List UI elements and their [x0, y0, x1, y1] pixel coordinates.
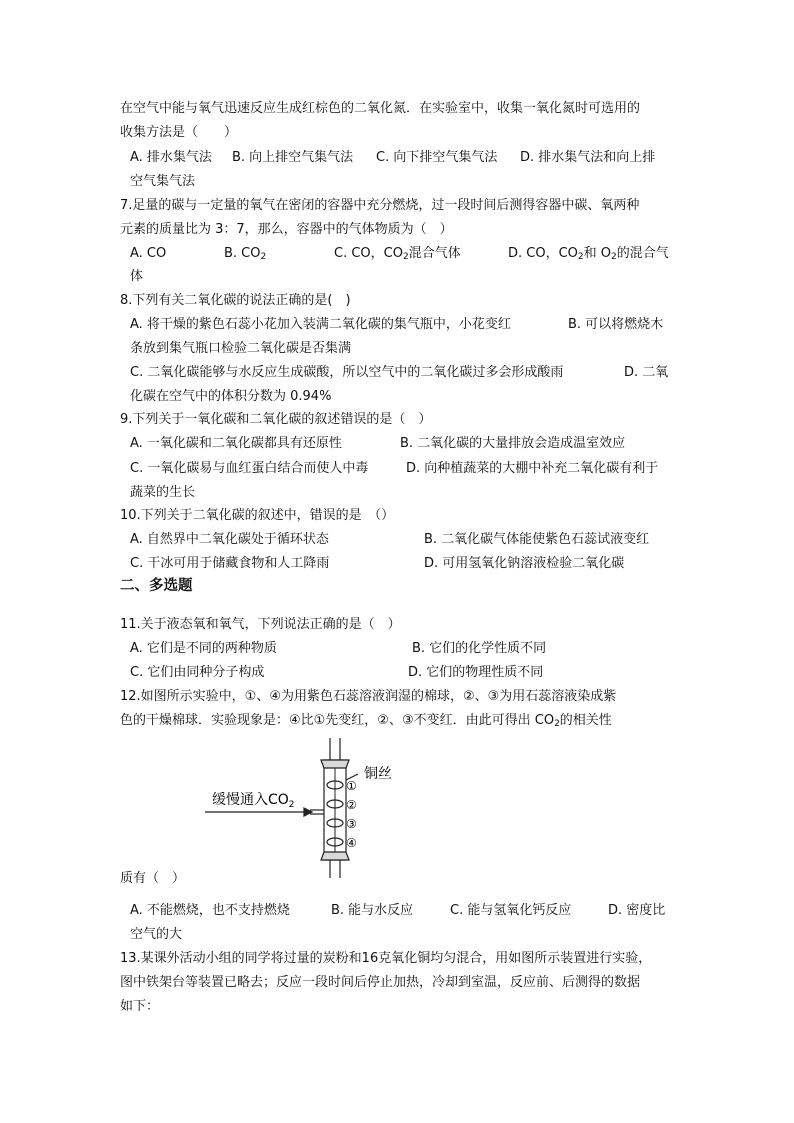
q8-option-b[interactable]: B. 可以将燃烧木 [568, 317, 664, 332]
q12-option-d[interactable]: D. 密度比 [608, 903, 666, 918]
q12-option-c[interactable]: C. 能与氢氧化钙反应 [450, 903, 572, 918]
q7-option-a[interactable]: A. CO [130, 246, 167, 261]
ball-label-1: ① [346, 779, 357, 793]
q12-option-b[interactable]: B. 能与水反应 [331, 903, 414, 918]
q6-stem-line2: 收集方法是（ ） [120, 125, 238, 140]
ball-label-3: ③ [346, 817, 357, 831]
q13-stem-line1: 13.某课外活动小组的同学将过量的炭粉和16克氧化铜均匀混合，用如图所示装置进行实验， [120, 951, 652, 966]
q9-option-d[interactable]: D. 向种植蔬菜的大棚中补充二氧化碳有利于 [406, 461, 659, 476]
q12-stem-line3: 质有（ ） [120, 871, 186, 886]
q11-stem: 11.关于液态氧和氧气，下列说法正确的是（ ） [120, 617, 401, 632]
q9-option-a[interactable]: A. 一氧化碳和二氧化碳都具有还原性 [130, 436, 342, 451]
q10-option-a[interactable]: A. 自然界中二氧化碳处于循环状态 [130, 532, 329, 547]
q8-option-b-cont: 条放到集气瓶口检验二氧化碳是否集满 [130, 341, 352, 356]
q10-option-d[interactable]: D. 可用氢氧化钠溶液检验二氧化碳 [424, 556, 625, 571]
q8-option-d-cont: 化碳在空气中的体积分数为 0.94% [130, 389, 332, 404]
q7-stem-line2: 元素的质量比为 3：7，那么，容器中的气体物质为（ ） [120, 222, 453, 237]
q12-option-d-cont: 空气的大 [130, 927, 183, 942]
copper-wire-label: 铜丝 [364, 766, 392, 782]
inlet-label: 缓慢通入$CO_2$ [212, 792, 295, 810]
q11-option-d[interactable]: D. 它们的物理性质不同 [408, 665, 544, 680]
q12-stem-line2: 色的干燥棉球．实验现象是：④比①先变红，②、③不变红．由此可得出 $CO_2$的相关性 [120, 713, 612, 729]
q6-option-b[interactable]: B. 向上排空气集气法 [232, 150, 354, 165]
q10-option-c[interactable]: C. 干冰可用于储藏食物和人工降雨 [130, 556, 330, 571]
q11-option-b[interactable]: B. 它们的化学性质不同 [412, 641, 547, 656]
q8-stem: 8.下列有关二氧化碳的说法正确的是( ) [120, 293, 351, 308]
q6-option-c[interactable]: C. 向下排空气集气法 [376, 150, 498, 165]
q6-option-d-cont: 空气集气法 [130, 174, 196, 189]
q9-stem: 9.下列关于一氧化碳和二氧化碳的叙述错误的是（ ） [120, 412, 432, 427]
q8-option-a[interactable]: A. 将干燥的紫色石蕊小花加入装满二氧化碳的集气瓶中，小花变红 [130, 317, 511, 332]
q10-stem: 10.下列关于二氧化碳的叙述中，错误的是 （） [120, 508, 395, 523]
q12-option-a[interactable]: A. 不能燃烧，也不支持燃烧 [130, 903, 290, 918]
q9-option-c[interactable]: C. 一氧化碳易与血红蛋白结合而使人中毒 [130, 461, 369, 476]
q7-option-c[interactable]: C. CO，$CO_2$混合气体 [334, 246, 461, 262]
q11-option-a[interactable]: A. 它们是不同的两种物质 [130, 641, 277, 656]
q11-option-c[interactable]: C. 它们由同种分子构成 [130, 665, 265, 680]
q13-stem-line2: 图中铁架台等装置已略去；反应一段时间后停止加热，冷却到室温，反应前、后测得的数据 [120, 975, 641, 990]
q10-option-b[interactable]: B. 二氧化碳气体能使紫色石蕊试液变红 [424, 532, 650, 547]
q6-stem-line1: 在空气中能与氧气迅速反应生成红棕色的二氧化氮．在实验室中，收集一氧化氮时可选用的 [120, 101, 641, 116]
q6-option-a[interactable]: A. 排水集气法 [130, 150, 212, 165]
q8-option-c[interactable]: C. 二氧化碳能够与水反应生成碳酸，所以空气中的二氧化碳过多会形成酸雨 [130, 365, 564, 380]
q7-stem-line1: 7.足量的碳与一定量的氧气在密闭的容器中充分燃烧，过一段时间后测得容器中碳、氧两种 [120, 198, 640, 213]
q7-option-d-cont: 体 [130, 269, 144, 284]
q13-stem-line3: 如下： [120, 999, 160, 1014]
ball-label-2: ② [346, 798, 357, 812]
q7-option-b[interactable]: B. $CO_2$ [224, 246, 267, 262]
q6-option-d[interactable]: D. 排水集气法和向上排 [520, 150, 656, 165]
q9-option-d-cont: 蔬菜的生长 [130, 485, 196, 500]
q9-option-b[interactable]: B. 二氧化碳的大量排放会造成温室效应 [400, 436, 626, 451]
q7-option-d[interactable]: D. CO，$CO_2$和 $O_2$的混合气 [508, 246, 669, 262]
ball-label-4: ④ [346, 836, 357, 850]
section-heading-multiple-choice: 二、多选题 [120, 578, 193, 594]
q12-stem-line1: 12.如图所示实验中，①、④为用紫色石蕊溶液润湿的棉球，②、③为用石蕊溶液染成紫 [120, 689, 617, 704]
q8-option-d[interactable]: D. 二氧 [624, 365, 669, 380]
co2-apparatus-figure [200, 738, 420, 878]
